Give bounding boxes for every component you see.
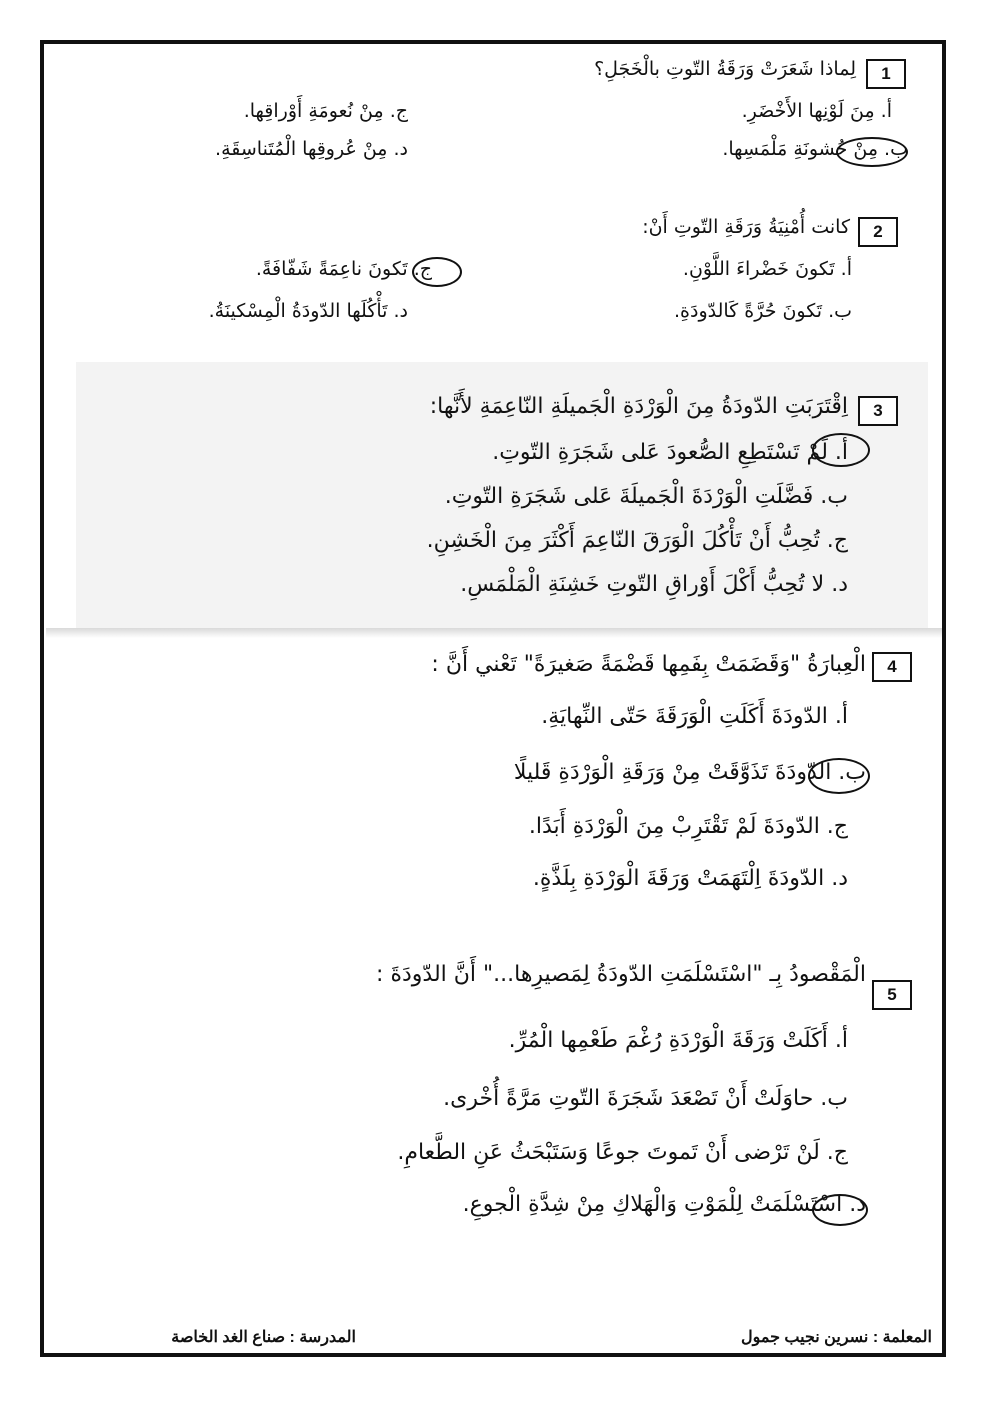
q2-option-b: ب. تَكونَ حُرَّةً كَالدّودَةِ. xyxy=(673,300,852,322)
q3-option-b: ب. فَضَّلَتِ الْوَرْدَةَ الْجَميلَةَ عَلى شَجَرَةِ التّوتِ. xyxy=(444,484,848,509)
question-number-5: 5 xyxy=(872,980,912,1010)
q1-option-d: د. مِنْ عُروقِها الْمُتَناسِقَةِ. xyxy=(215,138,408,160)
q5-answer-circle xyxy=(812,1194,868,1226)
q1-option-b: ب. مِنْ خُشونَةِ مَلْمَسِها. xyxy=(722,138,908,160)
question-3-text: اِقْتَرَبَتِ الدّودَةُ مِنَ الْوَرْدَةِ الْجَميلَةِ النّاعِمَةِ لأَنَّها: xyxy=(429,394,848,419)
q4-answer-circle xyxy=(808,758,870,794)
q1-option-a: أ. مِنَ لَوْنِها الأَخْضَرِ. xyxy=(741,100,892,122)
q1-answer-circle xyxy=(836,137,908,167)
q3-option-c: ج. تُحِبُّ أَنْ تَأْكُلَ الْوَرَقَ النّاعِمَ أَكْثَرَ مِنَ الْخَشِنِ. xyxy=(426,528,848,553)
question-2-text: كانت أُمْنِيَةُ وَرَقَةِ التّوتِ أَنْ: xyxy=(642,216,850,238)
q3-option-a: أ. لَمْ تَسْتَطِعِ الصُّعودَ عَلى شَجَرَةِ التّوتِ. xyxy=(492,440,848,465)
q4-option-a: أ. الدّودَةَ أَكَلَتِ الْوَرَقَةَ حَتّى النِّهايَةِ. xyxy=(541,704,848,729)
q5-option-c: ج. لَنْ تَرْضى أَنْ تَموتَ جوعًا وَسَتَبْحَثُ عَنِ الطَّعامِ. xyxy=(397,1140,848,1165)
q3-answer-circle xyxy=(812,433,870,467)
q2-answer-circle xyxy=(412,257,462,287)
q2-option-d: د. تَأْكُلَها الدّودَةُ الْمِسْكينَةُ. xyxy=(208,300,408,322)
question-1-text: لِماذا شَعَرَتْ وَرَقَةُ التّوتِ بالْخَجَلِ؟ xyxy=(594,58,856,80)
q5-option-b: ب. حاوَلَتْ أَنْ تَصْعَدَ شَجَرَةَ التّوتِ مَرَّةً أُخْرى. xyxy=(443,1086,848,1111)
q5-option-d: د. اسْتَسْلَمَتْ لِلْمَوْتِ وَالْهَلاكِ مِنْ شِدَّةِ الْجوعِ. xyxy=(462,1192,866,1217)
question-number-1: 1 xyxy=(866,59,906,89)
q2-option-a: أ. تَكونَ خَضْراءَ اللَّوْنِ. xyxy=(682,258,852,280)
question-4-text: الْعِبارَةُ "وَقَضَمَتْ بِفَمِها قَضْمَةً صَغيرَةً" تَعْني أَنَّ : xyxy=(431,652,866,677)
q5-option-a: أ. أَكَلَتْ وَرَقَةَ الْوَرْدَةِ رُغْمَ طَعْمِها الْمُرِّ. xyxy=(508,1028,848,1053)
q4-option-c: ج. الدّودَةَ لَمْ تَقْتَرِبْ مِنَ الْوَرْدَةِ أَبَدًا. xyxy=(528,814,848,839)
q2-option-c: ج. تَكونَ ناعِمَةً شَفّافَةً. xyxy=(255,258,432,280)
question-number-4: 4 xyxy=(872,652,912,682)
question-number-2: 2 xyxy=(858,217,898,247)
question-5-text: الْمَقْصودُ بِـ "اسْتَسْلَمَتِ الدّودَةُ لِمَصيرِها..." أَنَّ الدّودَةَ : xyxy=(376,962,866,987)
q3-option-d: د. لا تُحِبُّ أَكْلَ أَوْراقِ التّوتِ خَشِنَةِ الْمَلْمَسِ. xyxy=(460,572,848,597)
section-divider xyxy=(46,628,942,638)
q1-option-c: ج. مِنْ نُعومَةِ أَوْراقِها. xyxy=(243,100,408,122)
teacher-name: المعلمة : نسرين نجيب جمول xyxy=(740,1329,932,1346)
question-number-3: 3 xyxy=(858,396,898,426)
q4-option-b: ب. الدّودَةَ تَذَوَّقَتْ مِنْ وَرَقَةِ الْوَرْدَةِ قَليلًا xyxy=(513,760,866,785)
q4-option-d: د. الدّودَةَ اِلْتَهَمَتْ وَرَقَةَ الْوَرْدَةِ بِلَذَّةٍ. xyxy=(532,866,848,891)
school-name: المدرسة : صناع الغد الخاصة xyxy=(171,1329,356,1346)
